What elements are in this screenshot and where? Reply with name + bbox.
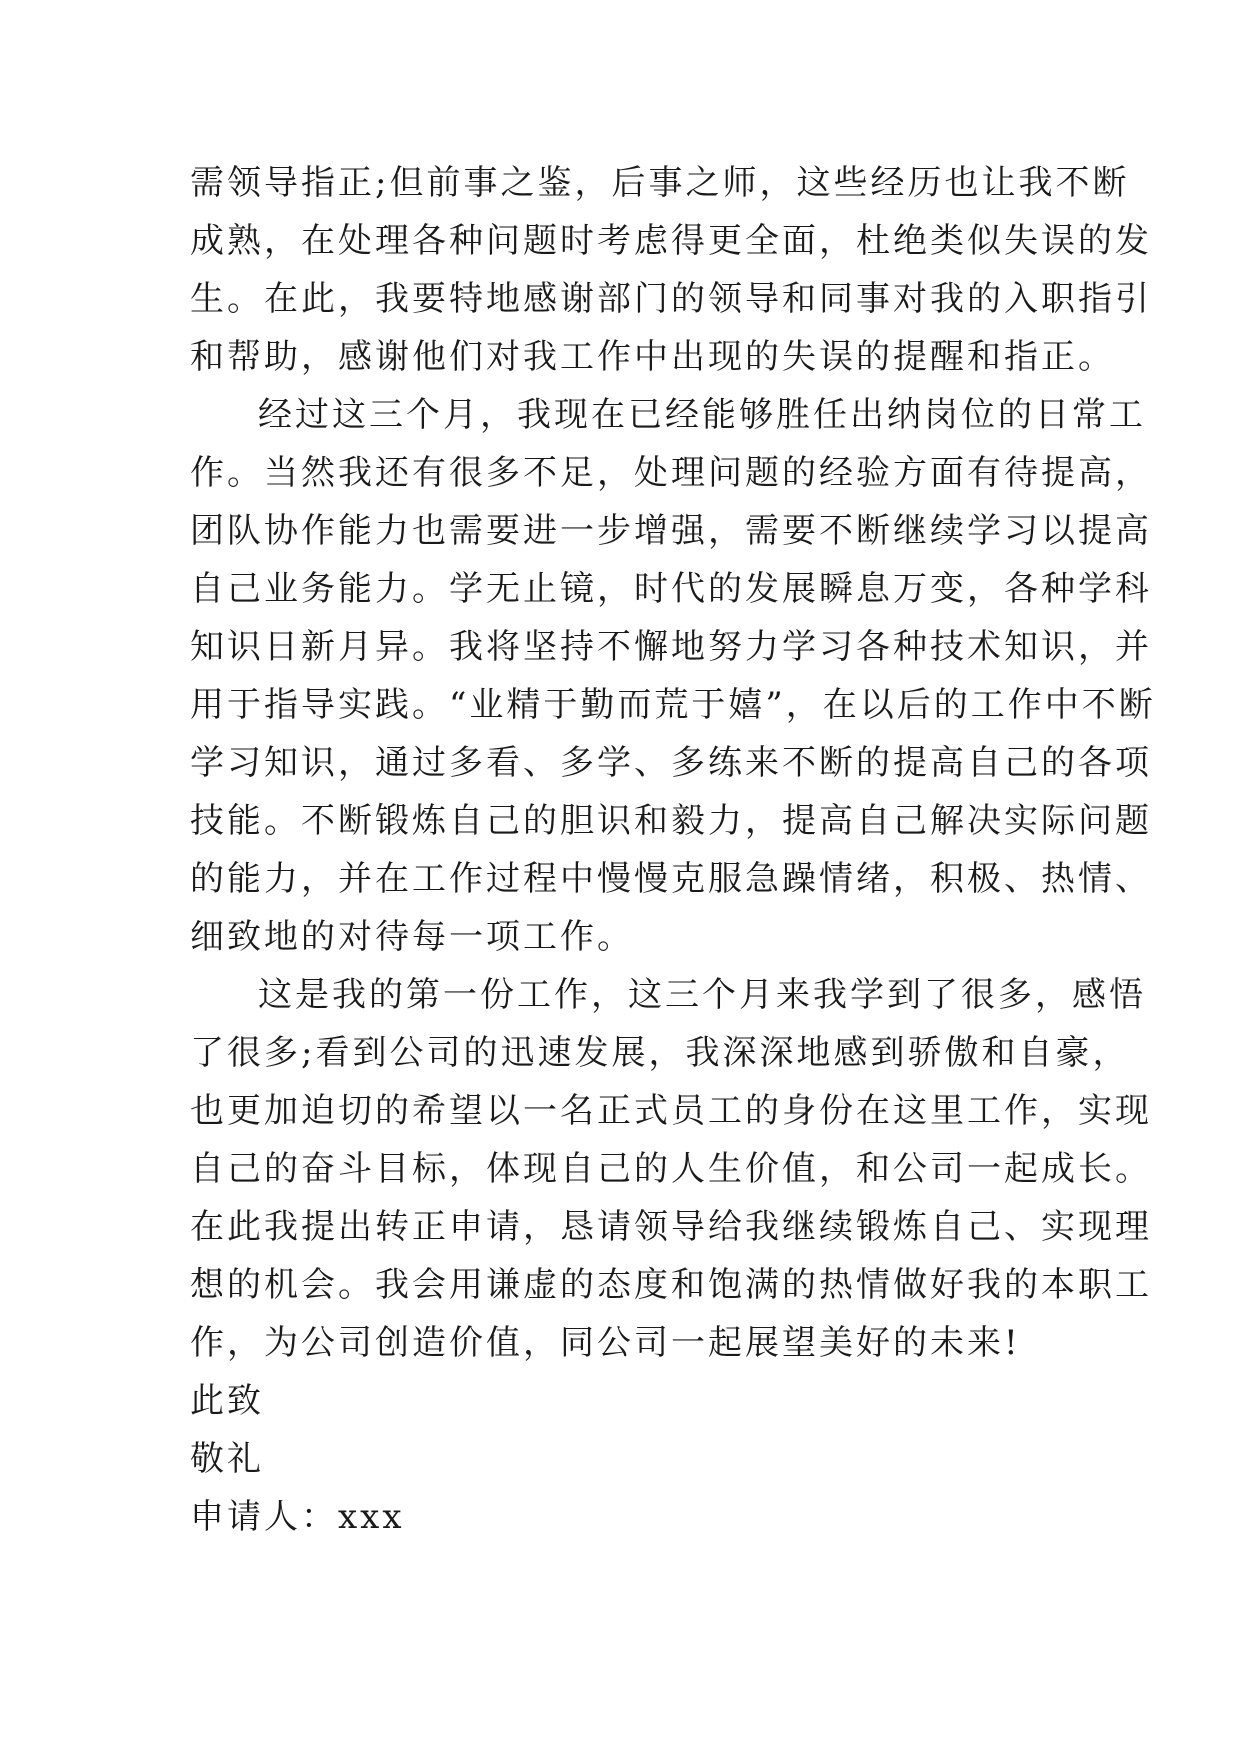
text-line: 作，为公司创造价值，同公司一起展望美好的未来! (190, 1323, 1021, 1363)
text-line: 需领导指正;但前事之鉴，后事之师，这些经历也让我不断 (190, 163, 1130, 203)
text-line: 自己业务能力。学无止镜，时代的发展瞬息万变，各种学科 (190, 569, 1152, 609)
text-line: 了很多;看到公司的迅速发展，我深深地感到骄傲和自豪， (190, 1033, 1130, 1073)
text-line: 在此我提出转正申请，恳请领导给我继续锻炼自己、实现理 (190, 1207, 1152, 1247)
paragraph-1 (190, 154, 1152, 386)
text-line: 技能。不断锻炼自己的胆识和毅力，提高自己解决实际问题 (190, 801, 1152, 841)
text-line: 这是我的第一份工作，这三个月来我学到了很多，感悟 (258, 975, 1146, 1015)
closing-line: 此致 (190, 1381, 264, 1421)
paragraph-2 (190, 386, 1156, 966)
text-line: 作。当然我还有很多不足，处理问题的经验方面有待提高， (190, 453, 1152, 493)
text-line: 经过这三个月，我现在已经能够胜任出纳岗位的日常工 (258, 395, 1146, 435)
text-line: 学习知识，通过多看、多学、多练来不断的提高自己的各项 (190, 743, 1152, 783)
text-line: 团队协作能力也需要进一步增强，需要不断继续学习以提高 (190, 511, 1152, 551)
text-line: 和帮助，感谢他们对我工作中出现的失误的提醒和指正。 (190, 337, 1115, 377)
text-line: 也更加迫切的希望以一名正式员工的身份在这里工作，实现 (190, 1091, 1152, 1131)
signature-line: 申请人：xxx (190, 1497, 405, 1537)
salute-line: 敬礼 (190, 1439, 264, 1479)
text-line: 用于指导实践。“业精于勤而荒于嬉”，在以后的工作中不断 (190, 685, 1156, 725)
paragraph-3 (190, 966, 1152, 1372)
text-line: 成熟，在处理各种问题时考虑得更全面，杜绝类似失误的发 (190, 221, 1152, 261)
text-line: 知识日新月异。我将坚持不懈地努力学习各种技术知识，并 (190, 627, 1152, 667)
text-line: 细致地的对待每一项工作。 (190, 917, 634, 957)
letter-body (190, 154, 1156, 1546)
text-line: 生。在此，我要特地感谢部门的领导和同事对我的入职指引 (190, 279, 1152, 319)
text-line: 自己的奋斗目标，体现自己的人生价值，和公司一起成长。 (190, 1149, 1152, 1189)
text-line: 想的机会。我会用谦虚的态度和饱满的热情做好我的本职工 (190, 1265, 1152, 1305)
text-line: 的能力，并在工作过程中慢慢克服急躁情绪，积极、热情、 (190, 859, 1152, 899)
